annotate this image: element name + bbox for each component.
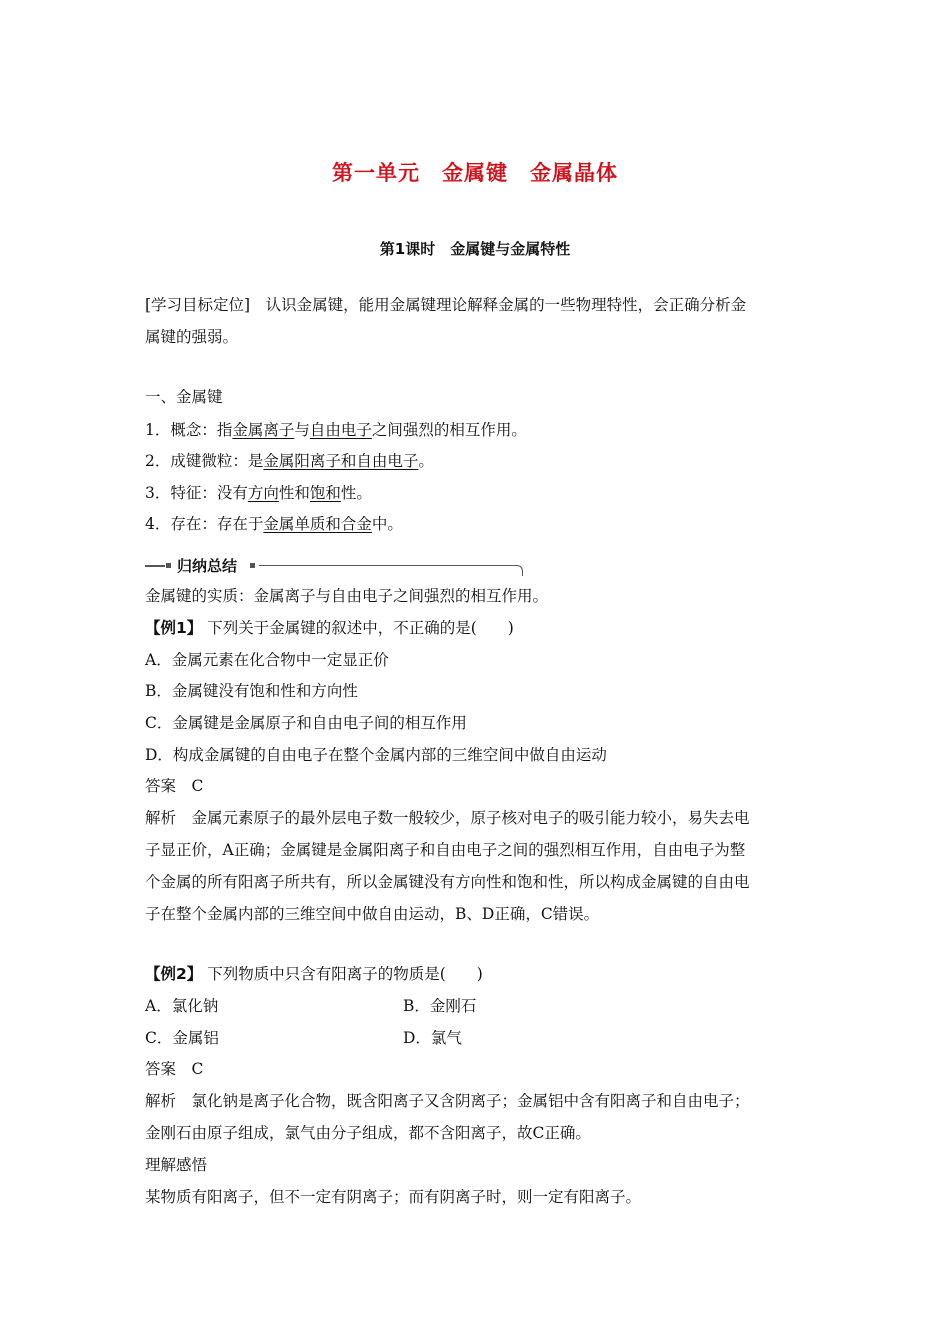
example2-tag: 【例2】 <box>145 965 203 983</box>
objective-line-1: [学习目标定位] 认识金属键，能用金属键理论解释金属的一些物理特性，会正确分析金 <box>145 296 747 314</box>
feature-prefix: 3．特征：没有 <box>145 484 248 502</box>
insight-heading: 理解感悟 <box>145 1156 208 1174</box>
existence-answer: 金属单质和合金 <box>263 515 372 533</box>
example1-answer: 答案 C <box>145 777 204 795</box>
example1-option-a: A．金属元素在化合物中一定显正价 <box>145 651 389 669</box>
example1-option-d: D．构成金属键的自由电子在整个金属内部的三维空间中做自由运动 <box>145 746 607 764</box>
concept-prefix: 1．概念：指 <box>145 421 233 439</box>
example1-analysis-3: 个金属的所有阳离子所共有，所以金属键没有方向性和饱和性，所以构成金属键的自由电 <box>145 873 750 891</box>
page-title: 第一单元 金属键 金属晶体 <box>332 161 618 185</box>
summary-text: 金属键的实质：金属离子与自由电子之间强烈的相互作用。 <box>145 587 549 605</box>
existence-prefix: 4．存在：存在于 <box>145 515 264 533</box>
example1-option-b: B．金属键没有饱和性和方向性 <box>145 682 358 700</box>
feature-suffix: 性。 <box>340 484 372 502</box>
particles-suffix: 。 <box>418 452 434 470</box>
objective-line-2: 属键的强弱。 <box>145 328 239 346</box>
summary-square <box>250 563 255 568</box>
example2-answer: 答案 C <box>145 1060 204 1078</box>
concept-answer-1: 金属离子 <box>232 421 295 439</box>
summary-label: 归纳总结 <box>177 557 238 575</box>
example2-question <box>145 964 810 984</box>
section-heading: 一、金属键 <box>145 388 223 406</box>
feature-answer-1: 方向 <box>247 484 279 502</box>
example2-analysis-1: 解析 氯化钠是离子化合物，既含阳离子又含阴离子；金属铝中含有阳离子和自由电子； <box>145 1092 750 1110</box>
example2-option-a: A．氯化钠 <box>145 997 219 1015</box>
particles-item <box>145 451 810 471</box>
existence-suffix: 中。 <box>371 515 403 533</box>
example2-option-c: C．金属铝 <box>145 1029 219 1047</box>
existence-item <box>145 514 810 534</box>
example2-analysis-2: 金刚石由原子组成，氯气由分子组成，都不含阳离子，故C正确。 <box>145 1124 591 1142</box>
example2-option-b: B．金刚石 <box>403 997 477 1015</box>
feature-item <box>145 483 810 503</box>
example2-option-d: D．氯气 <box>403 1029 462 1047</box>
concept-mid: 与 <box>294 421 310 439</box>
insight-text: 某物质有阳离子，但不一定有阴离子；而有阴离子时，则一定有阳离子。 <box>145 1188 642 1206</box>
example2-options-row-2 <box>145 1028 810 1048</box>
summary-corner <box>516 565 523 576</box>
lesson-subtitle: 第1课时 金属键与金属特性 <box>379 240 571 258</box>
concept-suffix: 之间强烈的相互作用。 <box>371 421 527 439</box>
summary-left-bar <box>145 565 165 567</box>
example1-question <box>145 618 810 638</box>
example1-tag: 【例1】 <box>145 619 203 637</box>
example1-option-c: C．金属键是金属原子和自由电子间的相互作用 <box>145 714 467 732</box>
feature-mid: 性和 <box>278 484 310 502</box>
particles-prefix: 2．成键微粒：是 <box>145 452 264 470</box>
concept-answer-2: 自由电子 <box>309 421 372 439</box>
summary-box-header <box>145 556 523 576</box>
particles-answer: 金属阳离子和自由电子 <box>263 452 419 470</box>
example2-question-text: 下列物质中只含有阳离子的物质是( ) <box>207 965 483 983</box>
feature-answer-2: 饱和 <box>309 484 341 502</box>
example1-analysis-2: 子显正价，A正确；金属键是金属阳离子和自由电子之间的强烈相互作用，自由电子为整 <box>145 841 746 859</box>
example1-analysis-4: 子在整个金属内部的三维空间中做自由运动，B、D正确，C错误。 <box>145 905 600 923</box>
example2-options-row-1 <box>145 996 810 1016</box>
example1-question-text: 下列关于金属键的叙述中，不正确的是( ) <box>207 619 514 637</box>
example1-analysis-1: 解析 金属元素原子的最外层电子数一般较少，原子核对电子的吸引能力较小，易失去电 <box>145 809 750 827</box>
summary-rule <box>259 565 517 566</box>
concept-item <box>145 420 810 440</box>
